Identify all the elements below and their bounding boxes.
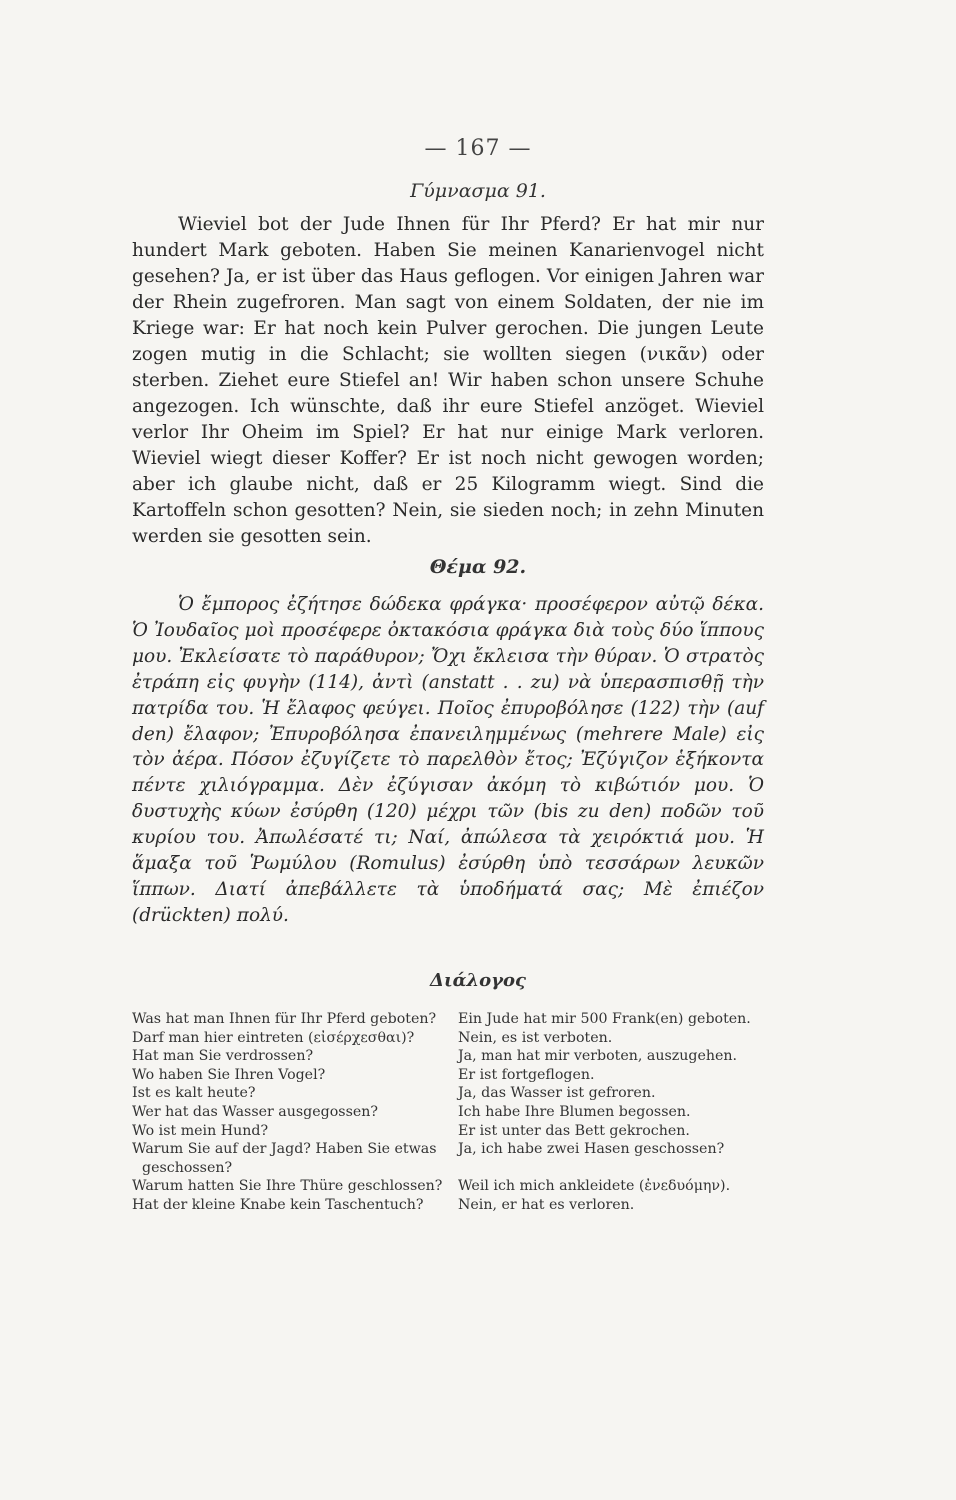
page-number: — 167 — — [424, 136, 532, 161]
dialogue-question: Warum Sie auf der Jagd? Haben Sie etwas geschossen? — [132, 1141, 437, 1176]
dialogue-title: Διάλογος — [429, 970, 526, 991]
dialogue-answer: Ja, ich habe zwei Hasen geschossen? — [458, 1141, 725, 1158]
dialogue-question: Hat man Sie verdrossen? — [132, 1048, 314, 1065]
dialogue-answer: Er ist unter das Bett gekrochen. — [458, 1122, 690, 1139]
dialogue-question: Wo haben Sie Ihren Vogel? — [132, 1066, 326, 1083]
dialogue-answer: Ja, das Wasser ist gefroren. — [458, 1085, 656, 1102]
dialogue-answer: Nein, er hat es verloren. — [458, 1196, 635, 1213]
exercise-title: Γύμνασμα 91. — [410, 180, 546, 202]
dialogue-answer: Er ist fortgeflogen. — [458, 1066, 595, 1083]
greek-paragraph: Ὁ ἔμπορος ἐζήτησε δώδεκα φράγκα· προσέφερον αὐτῷ δέκα. Ὁ Ἰουδαῖος μοὶ προσέφερε ὀκτακόσια φράγκα διὰ τοὺς δύο ἵππους μου. Ἐκλείσατε τὸ παράθυρον; Ὄχι ἔκλεισα τὴν θύραν. Ὁ στρατὸς ἐτράπη εἰς φυγὴν (114), ἀντὶ (anstatt . . zu) νὰ ὑπερασπισθῇ τὴν πατρίδα του. Ἡ ἔλαφος φεύγει. Ποῖος ἐπυροβόλησε (122) τὴν (auf den) ἔλαφον; Ἐπυροβόλησα ἐπανειλημμένως (mehrere Male) εἰς τὸν ἀέρα. Πόσον ἐζυγίζετε τὸ παρελθὸν ἔτος; Ἐζύγιζον ἑξήκοντα πέντε χιλιόγραμμα. Δὲν ἐζύγισαν ἀκόμη τὸ κιβώτιόν μου. Ὁ δυστυχὴς κύων ἐσύρθη (120) μέχρι τῶν (bis zu den) ποδῶν τοῦ κυρίου του. Ἀπωλέσατέ τι; Ναί, ἀπώλεσα τὰ χειρόκτιά μου. Ἡ ἅμαξα τοῦ Ῥωμύλου (Romulus) ἐσύρθη ὑπὸ τεσσάρων λευκῶν ἵππων. Διατί ἀπεβάλλετε τὰ ὑποδήματά σας; Μὲ ἐπιέζον (drückten) πολύ. — [132, 594, 764, 926]
dialogue-answer: Ja, man hat mir verboten, auszugehen. — [458, 1048, 738, 1065]
dialogue-question: Hat der kleine Knabe kein Taschentuch? — [132, 1196, 424, 1213]
dialogue-answer: Ein Jude hat mir 500 Frank(en) geboten. — [458, 1011, 751, 1027]
dialogue-question: Was hat man Ihnen für Ihr Pferd geboten? — [132, 1011, 437, 1027]
dialogue-question: Darf man hier eintreten (εἰσέρχεσθαι)? — [132, 1029, 415, 1046]
theme-title: Θέμα 92. — [429, 556, 527, 578]
dialogue-answer: Nein, es ist verboten. — [458, 1029, 613, 1046]
dialogue-answer: Weil ich mich ankleidete (ἐνεδυόμην). — [458, 1178, 731, 1195]
dialogue-question: Wer hat das Wasser ausgegossen? — [132, 1103, 378, 1120]
dialogue-answer: Ich habe Ihre Blumen begossen. — [458, 1103, 691, 1120]
dialogue-table — [132, 1010, 772, 1215]
dialogue-question: Wo ist mein Hund? — [132, 1122, 269, 1139]
exercise-paragraph: Wieviel bot der Jude Ihnen für Ihr Pferd? Er hat mir nur hundert Mark geboten. Haben Sie meinen Kanarienvogel nicht gesehen? Ja, er ist über das Haus geflogen. Vor einigen Jahren war der Rhein zugefroren. Man sagt von einem Soldaten, der nie im Kriege war: Er hat noch kein Pulver gerochen. Die jungen Leute zogen mutig in die Schlacht; sie wollten siegen (νικᾶν) oder sterben. Ziehet eure Stiefel an! Wir haben schon unsere Schuhe angezogen. Ich wünschte, daß ihr eure Stiefel anzöget. Wieviel verlor Ihr Oheim im Spiel? Er hat nur einige Mark verloren. Wieviel wiegt dieser Koffer? Er ist noch nicht gewogen worden; aber ich glaube nicht, daß er 25 Kilogramm wiegt. Sind die Kartoffeln schon gesotten? Nein, sie sieden noch; in zehn Minuten werden sie gesotten sein. — [132, 214, 764, 547]
dialogue-question: Warum hatten Sie Ihre Thüre geschlossen? — [132, 1178, 443, 1195]
dialogue-question: Ist es kalt heute? — [132, 1085, 256, 1102]
